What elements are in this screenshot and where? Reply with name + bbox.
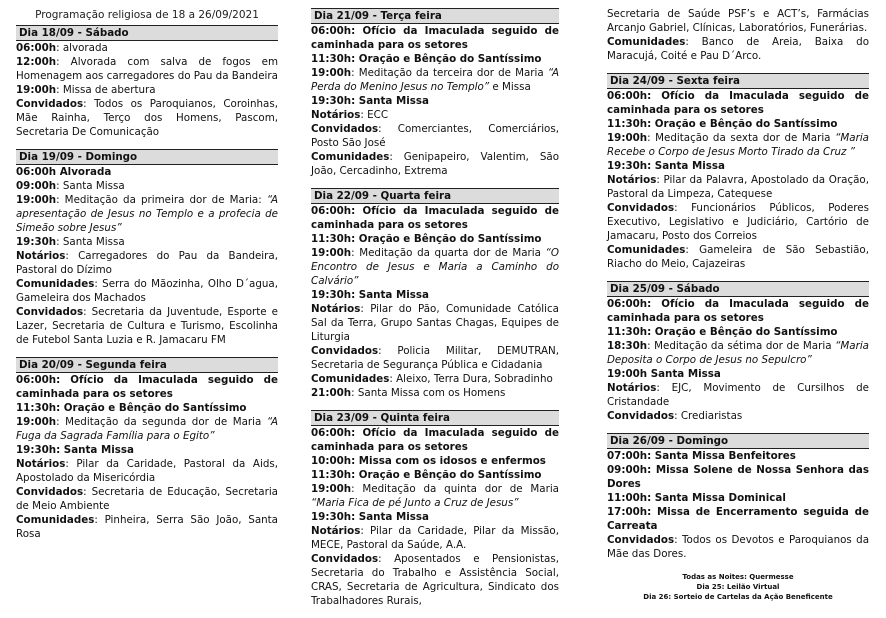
entry: 11:30h: Oração e Bênção do Santíssimo: [607, 326, 838, 338]
entry: Comunidades: Genipapeiro, Valentim, São João, Cercadinho, Extrema: [311, 151, 559, 177]
entry: 19:30h: Santa Missa: [311, 289, 429, 301]
day-26-section: [607, 433, 869, 561]
entry: 19:00h: Meditação da segunda dor de Maria “A Fuga da Sagrada Família para o Egito”: [16, 416, 278, 442]
program-title: Programação religiosa de 18 a 26/09/2021: [35, 9, 259, 21]
entry: Notários: Pilar do Pão, Comunidade Católica Sal da Terra, Grupo Santas Chagas, Equipes de Liturgia: [311, 303, 559, 343]
entry: 11:30h: Oração e Bênção do Santíssimo: [311, 233, 542, 245]
entry: Notários: EJC, Movimento de Cursilhos de Cristandade: [607, 382, 869, 408]
column-right: [607, 7, 869, 571]
entry: Comunidades: Serra do Mãozinha, Olho D´agua, Gameleira dos Machados: [16, 278, 278, 304]
entry: 11:30h: Oração e Bênção do Santíssimo: [311, 53, 542, 65]
entry: 06:00h: Ofício da Imaculada seguido de caminhada para os setores: [311, 205, 559, 231]
entry: 19:30h: Santa Missa: [607, 160, 725, 172]
footer-note: Todas as Noites: Quermesse: [682, 573, 794, 581]
entry: 19:00h: Meditação da sexta dor de Maria “Maria Recebe o Corpo de Jesus Morto Tirado da Cruz ”: [607, 132, 869, 158]
entry: 12:00h: Alvorada com salva de fogos em Homenagem aos carregadores do Pau da Bandeira: [16, 56, 278, 82]
day-22-section: [311, 188, 559, 400]
entry: 18:30h: Meditação da sétima dor de Maria “Maria Deposita o Corpo de Jesus no Sepulcro”: [607, 340, 869, 366]
entry: 06:00h: Ofício da Imaculada seguido de caminhada para os setores: [16, 374, 278, 400]
entry: 07:00h: Santa Missa Benfeitores: [607, 450, 796, 462]
entry: Convidados: Crediaristas: [607, 410, 743, 422]
entry: Convidados: Aposentados e Pensionistas, Secretaria do Trabalho e Assistência Social, CRAS, Secretaria de Agricultura, Sindicato dos Trabalhadores Rurais,: [311, 553, 559, 607]
entry: Convidados: Secretaria da Juventude, Esporte e Lazer, Secretaria de Cultura e Turismo, Escolinha de Futebol Santa Luzia e R. Jamacaru FM: [16, 306, 278, 346]
entry: 06:00h: Ofício da Imaculada seguido de caminhada para os setores: [607, 90, 869, 116]
day-21-section: [311, 8, 559, 178]
entry: Notários: Pilar da Palavra, Apostolado da Oração, Pastoral da Limpeza, Catequese: [607, 174, 869, 200]
day-18-section: [16, 25, 278, 139]
column-middle: [311, 8, 559, 618]
entry: 19:00h: Meditação da quarta dor de Maria “O Encontro de Jesus e Maria a Caminho do Calvário”: [311, 247, 559, 287]
entry: 11:30h: Oração e Bênção do Santíssimo: [607, 118, 838, 130]
entry: Comunidades: Gameleira de São Sebastião, Riacho do Meio, Cajazeiras: [607, 244, 869, 270]
day-23-continued: [607, 7, 869, 63]
day-21-header: Dia 21/09 - Terça feira: [311, 8, 559, 24]
entry: 19:00h Santa Missa: [607, 368, 721, 380]
entry: 06:00h: Ofício da Imaculada seguido de caminhada para os setores: [311, 427, 559, 453]
day-24-header: Dia 24/09 - Sexta feira: [607, 73, 869, 89]
entry: 19:00h: Meditação da terceira dor de Maria “A Perda do Menino Jesus no Templo” e Missa: [311, 67, 559, 93]
day-22-header: Dia 22/09 - Quarta feira: [311, 188, 559, 204]
entry: Comunidades: Banco de Areia, Baixa do Maracujá, Coité e Pau D´Arco.: [607, 36, 869, 62]
entry: Convidados: Comerciantes, Comerciários, Posto São José: [311, 123, 559, 149]
entry: Convidados: Todos os Devotos e Paroquianos da Mãe das Dores.: [607, 534, 869, 560]
day-20-header: Dia 20/09 - Segunda feira: [16, 357, 278, 373]
entry: 19:30h: Santa Missa: [311, 95, 429, 107]
day-19-header: Dia 19/09 - Domingo: [16, 149, 278, 165]
entry: Convidados: Funcionários Públicos, Poderes Executivo, Legislativo e Judiciário, Cartório de Jamacaru, Posto dos Correios: [607, 202, 869, 242]
entry: 19:30h: Santa Missa: [16, 236, 125, 248]
day-19-section: [16, 149, 278, 347]
footer-note: Dia 25: Leilão Virtual: [696, 583, 780, 591]
entry: Notários: ECC: [311, 109, 389, 121]
day-18-header: Dia 18/09 - Sábado: [16, 25, 278, 41]
entry: 17:00h: Missa de Encerramento seguida de Carreata: [607, 506, 869, 532]
entry: 06:00h: alvorada: [16, 42, 108, 54]
entry: 06:00h: Ofício da Imaculada seguido de caminhada para os setores: [607, 298, 869, 324]
entry: Notários: Pilar da Caridade, Pilar da Missão, MECE, Pastoral da Saúde, A.A.: [311, 525, 559, 551]
entry: Notários: Carregadores do Pau da Bandeira, Pastoral do Dízimo: [16, 250, 278, 276]
entry: 19:30h: Santa Missa: [16, 444, 134, 456]
day-23-section: [311, 410, 559, 608]
entry: 11:00h: Santa Missa Dominical: [607, 492, 786, 504]
footer-notes: [607, 572, 869, 602]
entry: 06:00h: Ofício da Imaculada seguido de caminhada para os setores: [311, 25, 559, 51]
day-24-section: [607, 73, 869, 271]
entry: Convidados: Policia Militar, DEMUTRAN, Secretaria de Segurança Pública e Cidadania: [311, 345, 559, 371]
entry: 19:00h: Meditação da quinta dor de Maria “Maria Fica de pé Junto a Cruz de Jesus”: [311, 483, 559, 509]
entry: Notários: Pilar da Caridade, Pastoral da Aids, Apostolado da Misericórdia: [16, 458, 278, 484]
entry: 11:30h: Oração e Bênção do Santíssimo: [16, 402, 247, 414]
entry: Comunidades: Aleixo, Terra Dura, Sobradinho: [311, 373, 553, 385]
entry: 10:00h: Missa com os idosos e enfermos: [311, 455, 546, 467]
entry: Convidados: Todos os Paroquianos, Coroinhas, Mãe Rainha, Terço dos Homens, Pascom, Secretaria De Comunicação: [16, 98, 278, 138]
entry: 09:00h: Santa Missa: [16, 180, 125, 192]
day-26-header: Dia 26/09 - Domingo: [607, 433, 869, 449]
day-25-header: Dia 25/09 - Sábado: [607, 281, 869, 297]
entry: 19:00h: Meditação da primeira dor de Maria: “A apresentação de Jesus no Templo e a profecia de Simeão sobre Jesus”: [16, 194, 278, 234]
day-23-header: Dia 23/09 - Quinta feira: [311, 410, 559, 426]
entry: 21:00h: Santa Missa com os Homens: [311, 387, 506, 399]
entry: 09:00h: Missa Solene de Nossa Senhora das Dores: [607, 464, 869, 490]
entry: 06:00h Alvorada: [16, 166, 112, 178]
entry: Secretaria de Saúde PSF’s e ACT’s, Farmácias Arcanjo Gabriel, Clínicas, Laboratórios, Funerárias.: [607, 8, 869, 34]
entry: Comunidades: Pinheira, Serra São João, Santa Rosa: [16, 514, 278, 540]
footer-note: Dia 26: Sorteio de Cartelas da Ação Beneficente: [643, 593, 833, 601]
column-left: [16, 0, 278, 551]
entry: Convidados: Secretaria de Educação, Secretaria de Meio Ambiente: [16, 486, 278, 512]
day-20-section: [16, 357, 278, 541]
entry: 19:00h: Missa de abertura: [16, 84, 156, 96]
entry: 11:30h: Oração e Bênção do Santíssimo: [311, 469, 542, 481]
entry: 19:30h: Santa Missa: [311, 511, 429, 523]
day-25-section: [607, 281, 869, 423]
